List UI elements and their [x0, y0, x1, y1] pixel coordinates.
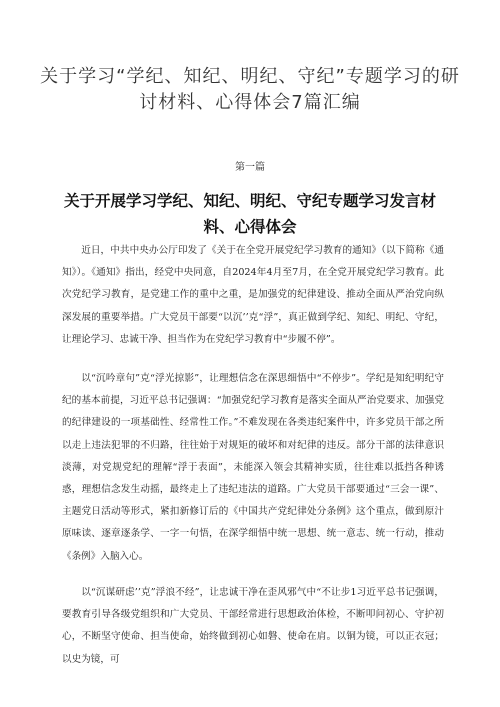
body-paragraph: 以“沉谋研虑’’克”浮浪不经”，让忠诚干净在歪风邪气中“不让步1习近平总书记强调，要教育引导各级党组织和广大党员、干部经常进行思想政治体检，不断叩问初心、守护初心，不断坚守使命、担当使命，始终做到初心如磐、使命在肩。以铜为镜，可以正衣冠；以史为镜，可: [62, 587, 444, 665]
section-label: 第一篇: [235, 162, 265, 173]
body-paragraph: 近日，中共中央办公厅印发了《关于在全党开展党纪学习教育的通知》（以下简称《通知》）。《通知》指出，经党中央同意，自2024年4月至7月，在全党开展党纪学习教育。此次党纪学习教育，是党建工作的重中之重，是加强党的纪律建设、推动全面从严治党向纵深发展的重要举措。广大党员干部要“以沉’’克“浮”，真正做到学纪、知纪、明纪、守纪，让理论学习、忠诚干净、担当作为在党纪学习教育中“步履不停”。: [62, 245, 444, 345]
section-title: 关于开展学习学纪、知纪、明纪、守纪专题学习发言材料、心得体会: [64, 192, 437, 236]
body-paragraph: 以“沉吟章句”克“浮光掠影”，让理想信念在深思细悟中“不停步”。学纪是知纪明纪守纪的基本前提，习近平总书记强调：“加强党纪学习教育是落实全面从严治党要求、加强党的纪律建设的一项基础性、经常性工作。”不难发现在各类违纪案件中，许多党员干部之所以走上违法犯罪的不归路，往往始于对规矩的破坏和对纪律的违反。部分干部的法律意识淡薄，对党规党纪的理解“浮于表面”，未能深入领会其精神实质，往往难以抵挡各种诱惑，理想信念发生动摇，最终走上了违纪违法的道路。广大党员干部要通过“三会一课”、主题党日活动等形式，紧扣新修订后的《中国共产党纪律处分条例》这个重点，做到原汁原味读、逐章逐条学、一字一句悟，在深学细悟中统一思想、统一意志、统一行动，推动《条例》入脑入心。: [62, 373, 444, 562]
document-title: 关于学习“学纪、知纪、明纪、守纪”专题学习的研讨材料、心得体会7篇汇编: [40, 66, 460, 113]
